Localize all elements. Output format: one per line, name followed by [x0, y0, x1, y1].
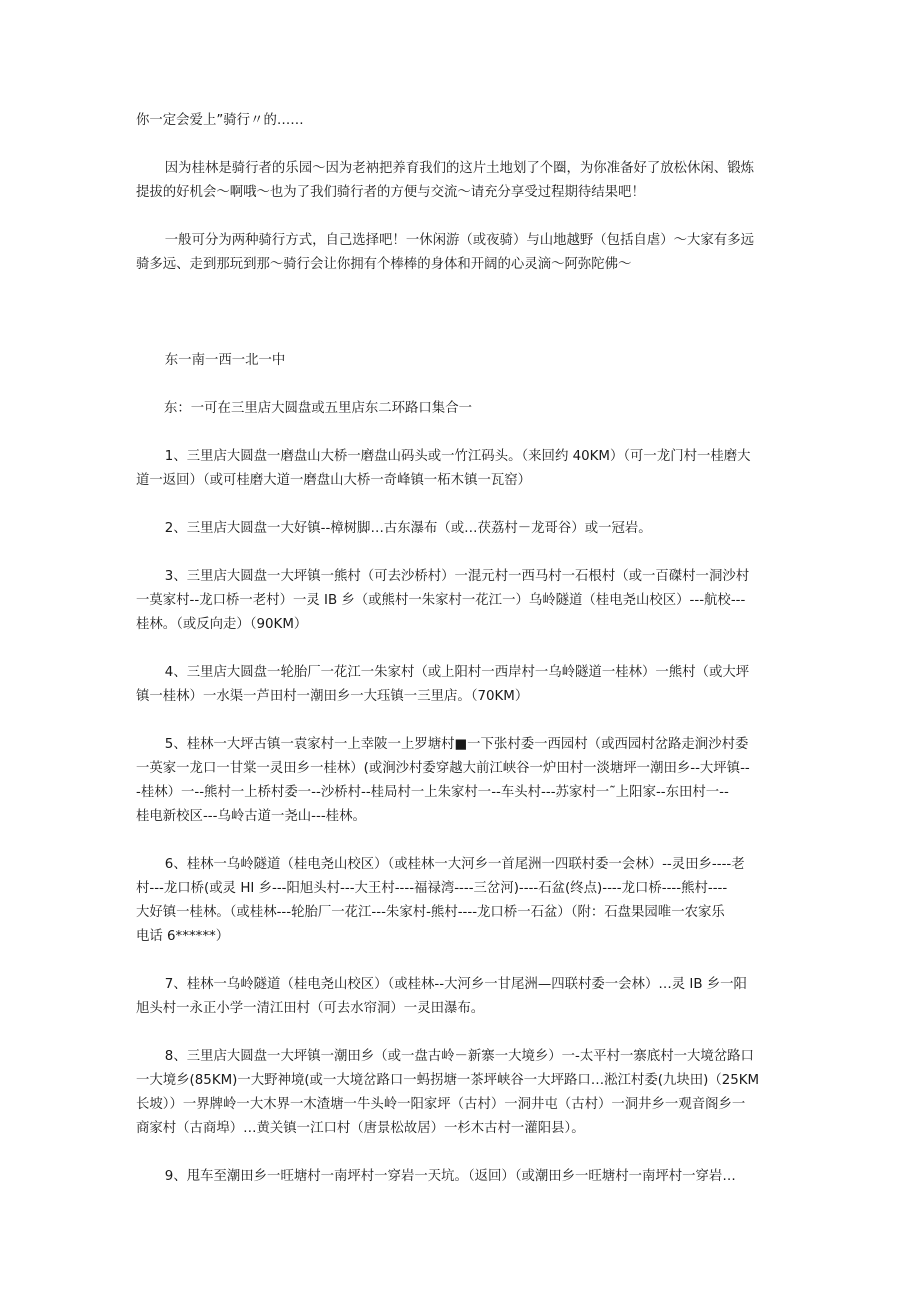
route-item: 4、三里店大圆盘一轮胎厂一花江一朱家村（或上阳村一西岸村一乌岭隧道一桂林）一熊村（或大坪 镇一桂林）一水渠一芦田村一潮田乡一大珏镇一三里店。（70KM）	[136, 665, 750, 704]
route-item: 1、三里店大圆盘一磨盘山大桥一磨盘山码头或一竹江码头。（来回约 40KM）（可一龙门村一桂磨大 道一返回）（或可桂磨大道一磨盘山大桥一奇峰镇一柘木镇一瓦窑）	[136, 449, 751, 488]
route-item: 3、三里店大圆盘一大坪镇一熊村（可去沙桥村）一混元村一西马村一石根村（或一百磔村一洞沙村 一莫家村--龙口桥一老村）一灵 IB 乡（或熊村一朱家村一花江一）乌岭隧道（桂电尧山校区）---航校--- 桂林。（或反向走）（90KM）	[136, 569, 750, 632]
east-heading: 东：一可在三里店大圆盘或五里店东二环路口集合一	[164, 401, 472, 416]
paragraph-riding-modes: 一般可分为两种骑行方式，自己选择吧！一休闲游（或夜骑）与山地越野（包括自虐）～大家有多远 骑多远、走到那玩到那～骑行会让你拥有个棒棒的身体和开阔的心灵滴～阿弥陀佛～	[136, 233, 754, 272]
paragraph-reason: 因为桂林是骑行者的乐园～因为老衲把养育我们的这片土地划了个圈，为你准备好了放松休闲、锻炼 提拔的好机会～啊哦～也为了我们骑行者的方便与交流～请充分享受过程期待结果吧！	[136, 161, 754, 200]
intro-line: 你一定会爱上”骑行〃的……	[136, 113, 304, 128]
route-item: 6、桂林一乌岭隧道（桂电尧山校区）（或桂林一大河乡一首尾洲一四联村委一会林）--灵田乡----老 村---龙口桥(或灵 HI 乡---阳旭头村---大王村----福禄湾----三岔河)----石盆(终点)----龙口桥----熊村---- 大好镇一桂林。（或桂林---轮胎厂一花江---朱家村-熊村----龙口桥一石盆）（附：石盘果园唯一农家乐 电话 6******）	[136, 857, 745, 944]
route-item: 2、三里店大圆盘一大好镇--樟树脚…古东瀑布（或…茯荔村－龙哥谷）或一冠岩。	[164, 521, 652, 536]
route-item: 7、桂林一乌岭隧道（桂电尧山校区）（或桂林--大河乡一甘尾洲—四联村委一会林）…灵 IB 乡一阳 旭头村一永正小学一清江田村（可去水帘洞）一灵田瀑布。	[136, 977, 747, 1016]
directions-heading: 东一南一西一北一中	[164, 353, 286, 368]
route-item: 5、桂林一大坪古镇一袁家村一上幸陂一上罗塘村■一下张村委一西园村（或西园村岔路走涧沙村委 一英家一龙口一甘棠一灵田乡一桂林）(或涧沙村委穿越大前江峡谷一炉田村一淡塘坪一潮田乡--大坪镇-- -桂林）一--熊村一上桥村委一--沙桥村--桂局村一上朱家村一--车头村---苏家村一˜上阳家--东田村一-- 桂电新校区---乌岭古道一尧山---桂林。	[136, 737, 750, 824]
route-item: 9、甩车至潮田乡一旺塘村一南坪村一穿岩一天坑。（返回）（或潮田乡一旺塘村一南坪村一穿岩…	[164, 1169, 736, 1184]
route-item: 8、三里店大圆盘一大坪镇一潮田乡（或一盘古岭－新寨一大境乡）一-太平村一寨底村一大境岔路口 一大境乡(85KM)一大野神境(或一大境岔路口一蚂拐塘一茶坪峡谷一大坪路口…淞江村委(九块田)（25KM 长坡））一界牌岭一大木界一木渣塘一牛头岭一阳家坪（古村）一洞井屯（古村）一洞井乡一观音阁乡一 商家村（古商埠）…黄关镇一江口村（唐景松故居）一杉木古村一灌阳县）。	[136, 1049, 760, 1136]
